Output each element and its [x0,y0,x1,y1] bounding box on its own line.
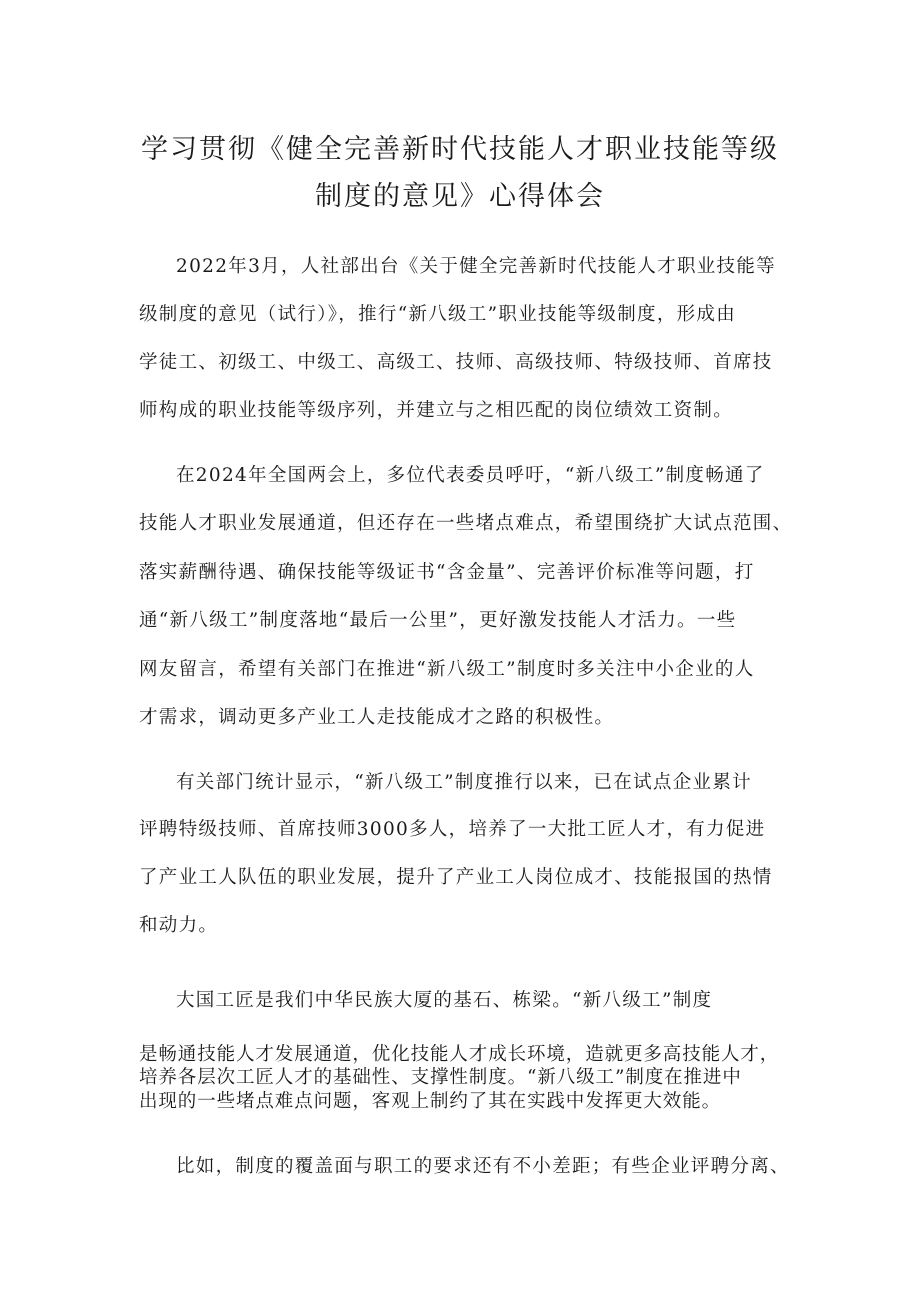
paragraph-5-line-3: 出现的一些堵点难点问题，客观上制约了其在实践中发挥更大效能。 [139,1091,722,1112]
paragraph-1-line-2: 级制度的意见（试行）》，推行“新八级工”职业技能等级制度，形成由 [139,304,737,325]
paragraph-1-line-3: 学徒工、初级工、中级工、高级工、技师、高级技师、特级技师、首席技 [139,352,773,373]
paragraph-3-line-2: 评聘特级技师、首席技师3000多人，培养了一大批工匠人才，有力促进 [139,819,766,840]
document-title-line-1: 学习贯彻《健全完善新时代技能人才职业技能等级 [141,134,779,165]
paragraph-2-line-5: 网友留言，希望有关部门在推进“新八级工”制度时多关注中小企业的人 [139,659,755,680]
document-title-line-2: 制度的意见》心得体会 [315,181,605,212]
paragraph-2-line-3: 落实薪酬待遇、确保技能等级证书“含金量”、完善评价标准等问题，打 [139,562,755,583]
paragraph-4-line-1: 大国工匠是我们中华民族大厦的基石、栋梁。“新八级工”制度 [176,990,713,1011]
paragraph-1-line-1: 2022年3月，人社部出台《关于健全完善新时代技能人才职业技能等 [176,256,776,277]
paragraph-3-line-1: 有关部门统计显示，“新八级工”制度推行以来，已在试点企业累计 [176,772,752,793]
paragraph-2-line-4: 通“新八级工”制度落地“最后一公里”，更好激发技能人才活力。一些 [139,610,737,631]
paragraph-5-line-2: 培养各层次工匠人才的基础性、支撑性制度。“新八级工”制度在推进中 [139,1067,742,1088]
paragraph-3-line-3: 了产业工人队伍的职业发展，提升了产业工人岗位成才、技能报国的热情 [139,867,773,888]
paragraph-2-line-6: 才需求，调动更多产业工人走技能成才之路的积极性。 [139,707,615,728]
paragraph-2-line-2: 技能人才职业发展通道，但还存在一些堵点难点，希望围绕扩大试点范围、 [139,513,793,534]
paragraph-5-line-1: 是畅通技能人才发展通道，优化技能人才成长环境，造就更多高技能人才， [139,1044,780,1065]
paragraph-1-line-4: 师构成的职业技能等级序列，并建立与之相匹配的岗位绩效工资制。 [139,400,734,421]
paragraph-3-line-4: 和动力。 [139,915,219,936]
paragraph-2-line-1: 在2024年全国两会上，多位代表委员呼吁，“新八级工”制度畅通了 [176,465,765,486]
paragraph-6-line-1: 比如，制度的覆盖面与职工的要求还有不小差距；有些企业评聘分离、 [176,1156,790,1177]
